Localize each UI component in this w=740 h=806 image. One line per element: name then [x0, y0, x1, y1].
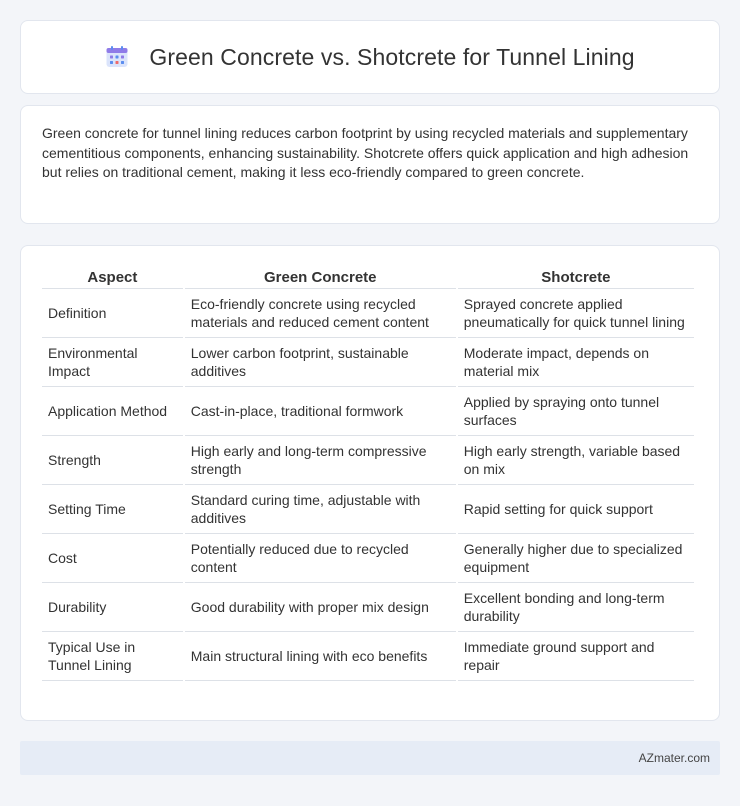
row-green-concrete: Eco-friendly concrete using recycled materials and reduced cement content: [185, 289, 456, 338]
row-shotcrete: Excellent bonding and long-term durability: [458, 583, 694, 632]
intro-paragraph: Green concrete for tunnel lining reduces carbon footprint by using recycled materials and supplementary cementitious components, enhancing sustainability. Shotcrete offers quick application and high adhesion but relies on traditional cement, making it less eco-friendly compared to green concrete.: [42, 125, 689, 180]
row-aspect: Durability: [42, 583, 183, 632]
row-aspect: Strength: [42, 436, 183, 485]
intro-card: [20, 105, 720, 224]
row-aspect: Cost: [42, 534, 183, 583]
table-row: [42, 583, 694, 632]
row-aspect: Application Method: [42, 387, 183, 436]
row-green-concrete: Good durability with proper mix design: [185, 583, 456, 632]
header-green-concrete: Green Concrete: [185, 263, 456, 289]
header-shotcrete: Shotcrete: [458, 263, 694, 289]
table-row: [42, 338, 694, 387]
comparison-table: [40, 263, 696, 681]
row-aspect: Environmental Impact: [42, 338, 183, 387]
row-green-concrete: Potentially reduced due to recycled content: [185, 534, 456, 583]
table-row: [42, 387, 694, 436]
table-row: [42, 632, 694, 681]
row-shotcrete: High early strength, variable based on mix: [458, 436, 694, 485]
table-row: [42, 534, 694, 583]
table-row: [42, 289, 694, 338]
title-card: [20, 20, 720, 94]
footer-site-link[interactable]: AZmater.com: [638, 751, 710, 765]
row-aspect: Setting Time: [42, 485, 183, 534]
table-row: [42, 436, 694, 485]
table-row: [42, 485, 694, 534]
row-shotcrete: Generally higher due to specialized equipment: [458, 534, 694, 583]
row-shotcrete: Sprayed concrete applied pneumatically for quick tunnel lining: [458, 289, 694, 338]
row-green-concrete: Lower carbon footprint, sustainable additives: [185, 338, 456, 387]
row-green-concrete: Standard curing time, adjustable with additives: [185, 485, 456, 534]
footer-bar: [20, 741, 720, 775]
row-aspect: Typical Use in Tunnel Lining: [42, 632, 183, 681]
row-green-concrete: Main structural lining with eco benefits: [185, 632, 456, 681]
row-shotcrete: Immediate ground support and repair: [458, 632, 694, 681]
title-wrap: [105, 44, 634, 71]
row-shotcrete: Applied by spraying onto tunnel surfaces: [458, 387, 694, 436]
row-aspect: Definition: [42, 289, 183, 338]
row-green-concrete: High early and long-term compressive strength: [185, 436, 456, 485]
calendar-grid-icon: [105, 45, 129, 69]
header-aspect: Aspect: [42, 263, 183, 289]
row-green-concrete: Cast-in-place, traditional formwork: [185, 387, 456, 436]
comparison-table-card: [20, 245, 720, 721]
row-shotcrete: Rapid setting for quick support: [458, 485, 694, 534]
row-shotcrete: Moderate impact, depends on material mix: [458, 338, 694, 387]
page-title: Green Concrete vs. Shotcrete for Tunnel Lining: [149, 43, 635, 70]
table-header-row: [42, 263, 694, 289]
